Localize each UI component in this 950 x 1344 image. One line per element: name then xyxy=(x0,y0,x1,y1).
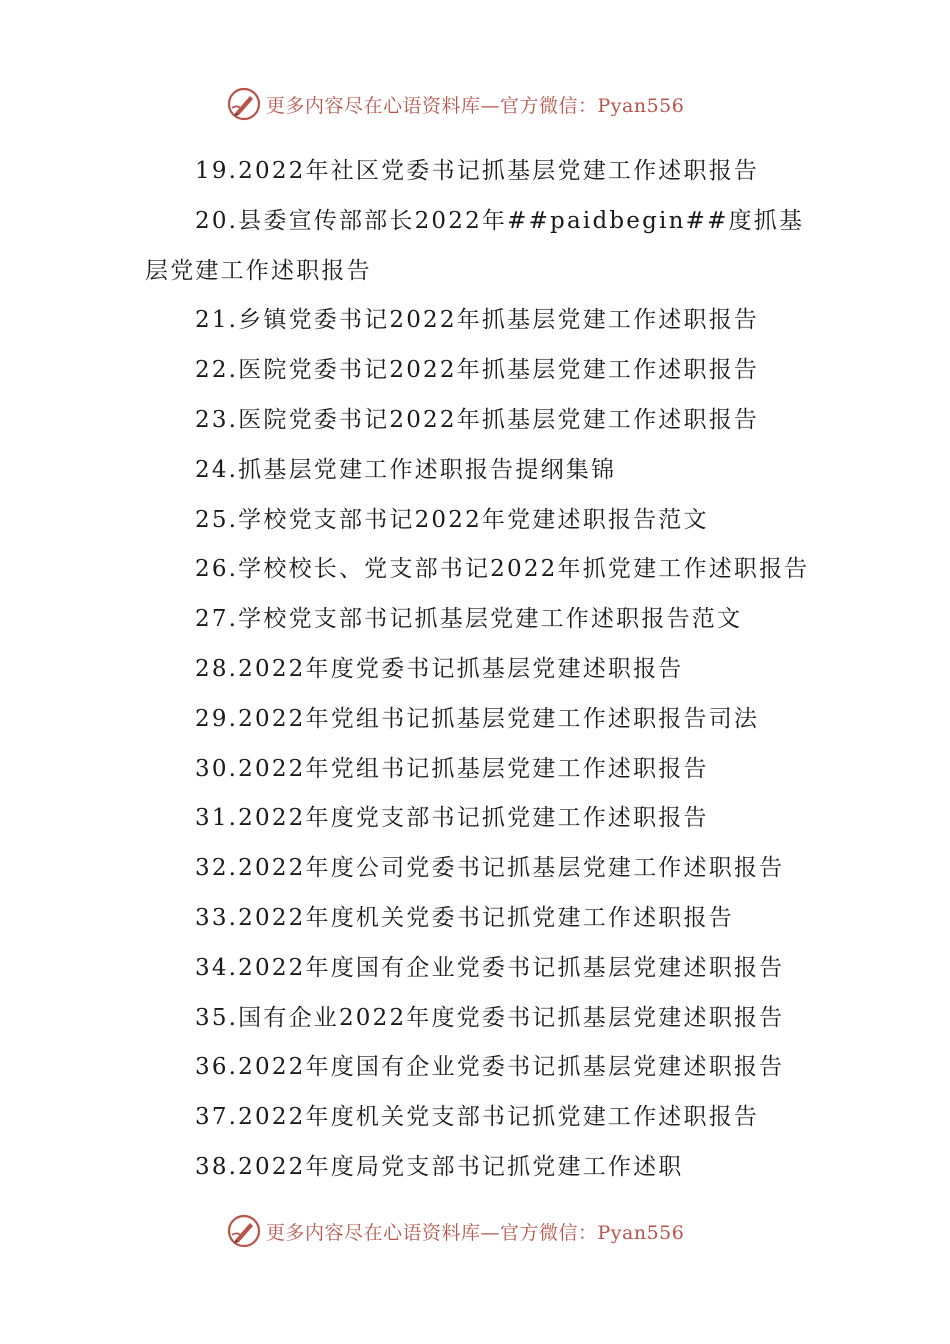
pen-logo-icon xyxy=(226,1213,262,1249)
document-body xyxy=(145,147,825,1193)
list-item-26: 26.学校校长、党支部书记2022年抓党建工作述职报告 xyxy=(195,556,810,583)
list-item-33: 33.2022年度机关党委书记抓党建工作述职报告 xyxy=(195,904,734,931)
list-item-28: 28.2022年度党委书记抓基层党建述职报告 xyxy=(195,655,684,682)
list-item-20: 20.县委宣传部部长2022年##paidbegin##度抓基层党建工作述职报告 xyxy=(145,207,805,284)
list-item-29: 29.2022年党组书记抓基层党建工作述职报告司法 xyxy=(195,705,760,732)
list-item-37: 37.2022年度机关党支部书记抓党建工作述职报告 xyxy=(195,1104,760,1131)
list-item-21: 21.乡镇党委书记2022年抓基层党建工作述职报告 xyxy=(195,307,760,334)
list-item-24: 24.抓基层党建工作述职报告提纲集锦 xyxy=(195,456,617,483)
list-item-25: 25.学校党支部书记2022年党建述职报告范文 xyxy=(195,506,709,533)
list-item-35: 35.国有企业2022年度党委书记抓基层党建述职报告 xyxy=(195,1004,785,1031)
list-item-31: 31.2022年度党支部书记抓党建工作述职报告 xyxy=(195,805,709,832)
watermark-text-top: 更多内容尽在心语资料库—官方微信：Pyan556 xyxy=(266,94,685,117)
list-item-23: 23.医院党委书记2022年抓基层党建工作述职报告 xyxy=(195,406,760,433)
list-item-34: 34.2022年度国有企业党委书记抓基层党建述职报告 xyxy=(195,954,785,981)
list-item-27: 27.学校党支部书记抓基层党建工作述职报告范文 xyxy=(195,606,743,633)
list-item-30: 30.2022年党组书记抓基层党建工作述职报告 xyxy=(195,755,709,782)
list-item-19: 19.2022年社区党委书记抓基层党建工作述职报告 xyxy=(195,158,760,184)
pen-logo-icon xyxy=(226,86,262,122)
list-item-36: 36.2022年度国有企业党委书记抓基层党建述职报告 xyxy=(195,1054,785,1081)
watermark-text-bottom: 更多内容尽在心语资料库—官方微信：Pyan556 xyxy=(266,1221,685,1244)
watermark-banner-bottom xyxy=(226,1211,684,1251)
list-item-22: 22.医院党委书记2022年抓基层党建工作述职报告 xyxy=(195,357,760,384)
list-item-32: 32.2022年度公司党委书记抓基层党建工作述职报告 xyxy=(195,855,785,882)
watermark-banner-top xyxy=(226,84,684,124)
list-item-38: 38.2022年度局党支部书记抓党建工作述职 xyxy=(195,1153,684,1180)
